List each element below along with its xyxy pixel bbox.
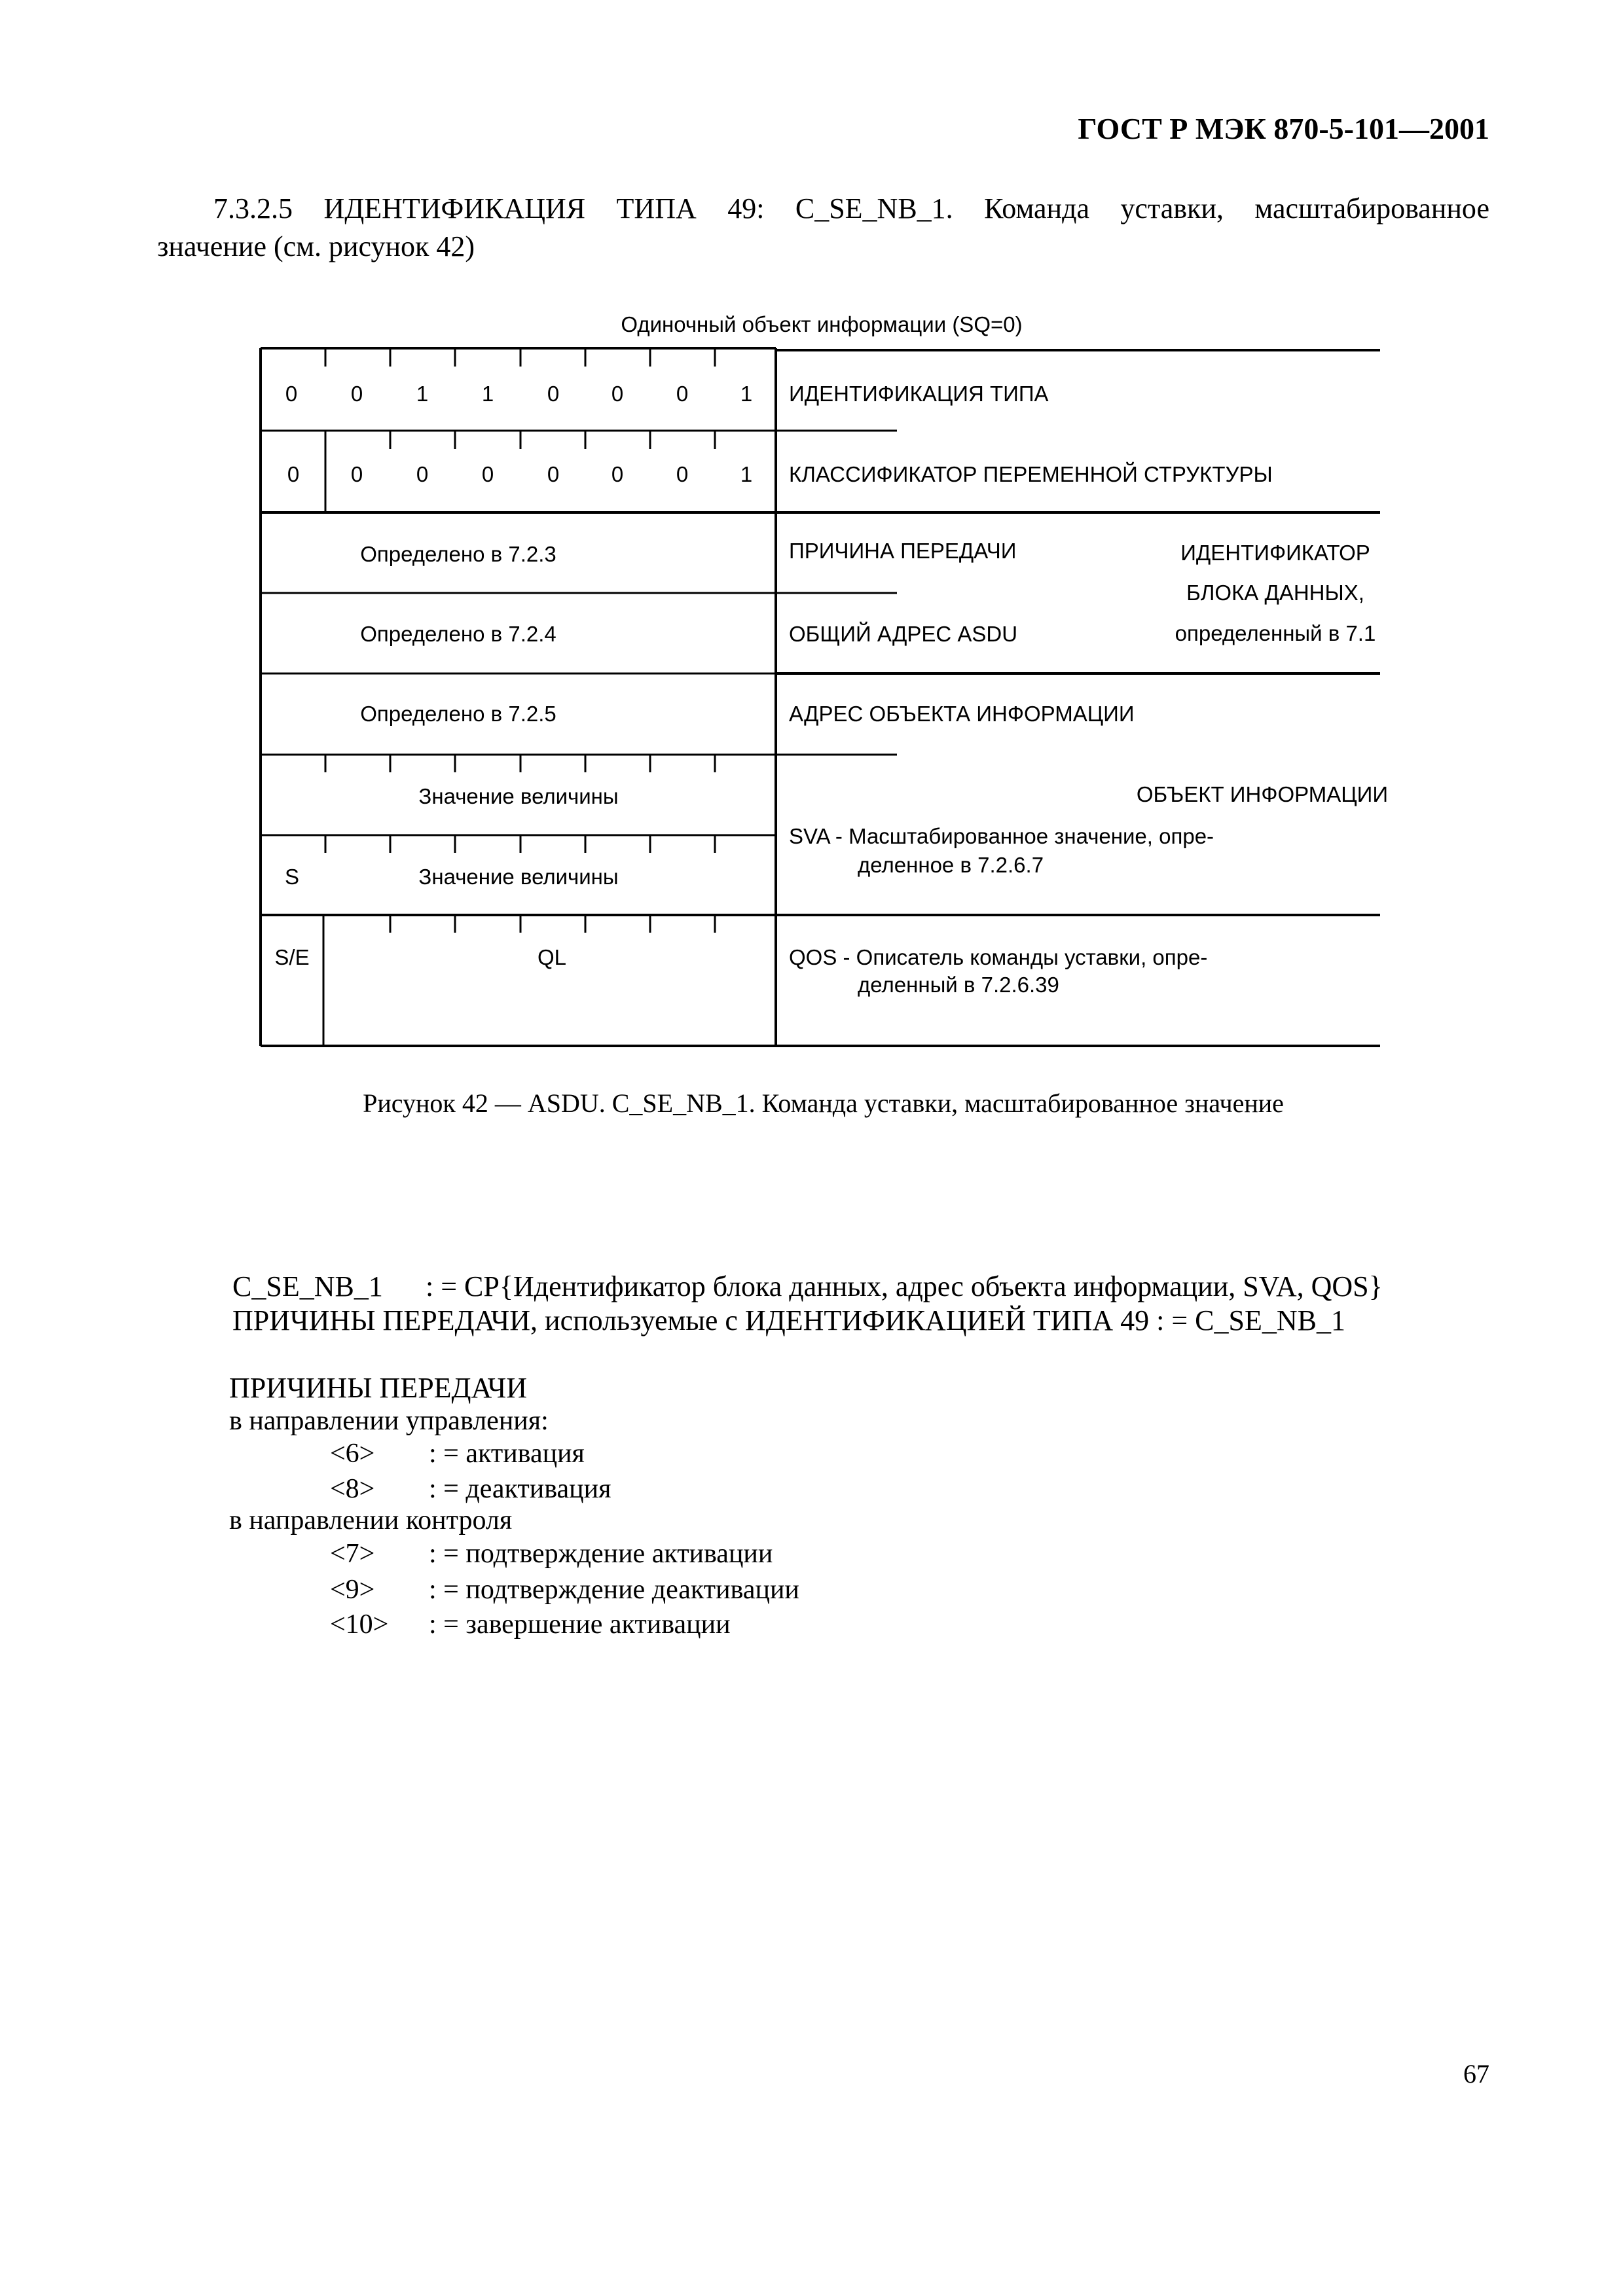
asdu-figure <box>0 0 1623 1113</box>
cot-cell: Определено в 7.2.3 <box>360 542 556 566</box>
duid-line-3: определенный в 7.1 <box>1175 621 1376 645</box>
value-cell-high: Значение величины <box>418 865 619 889</box>
intro-line-2: значение (см. рисунок 42) <box>157 230 475 262</box>
cot-usage-line: ПРИЧИНЫ ПЕРЕДАЧИ, используемые с ИДЕНТИФИКАЦИЕЙ ТИПА 49 : = C_SE_NB_1 <box>232 1304 1345 1336</box>
causes-title: ПРИЧИНЫ ПЕРЕДАЧИ <box>229 1372 528 1404</box>
definition-line <box>232 1270 1489 1306</box>
se-label: S/E <box>274 945 310 969</box>
vsq-bit-7: 0 <box>350 462 363 486</box>
vsq-bit-4: 0 <box>547 462 560 486</box>
type-id-bit-7: 0 <box>350 382 363 406</box>
type-id-bit-4: 0 <box>547 382 560 406</box>
sva-line-1: SVA - Масштабированное значение, опре- <box>789 824 1214 848</box>
cause-code: <10> <box>330 1609 389 1640</box>
cause-description: : = активация <box>429 1439 585 1469</box>
cause-description: : = подтверждение деактивации <box>429 1575 799 1605</box>
document-header: ГОСТ Р МЭК 870-5-101—2001 <box>1078 112 1489 145</box>
sva-line-2: деленное в 7.2.6.7 <box>858 853 1044 877</box>
vsq-bit-3: 0 <box>611 462 624 486</box>
ioa-label: АДРЕС ОБЪЕКТА ИНФОРМАЦИИ <box>789 702 1135 726</box>
asdu-address-cell: Определено в 7.2.4 <box>360 622 556 646</box>
intro-line-1: 7.3.2.5 ИДЕНТИФИКАЦИЯ ТИПА 49: C_SE_NB_1. Команда уставки, масштабированное <box>213 192 1489 224</box>
vsq-bit-2: 0 <box>676 462 689 486</box>
info-object-label: ОБЪЕКТ ИНФОРМАЦИИ <box>1136 782 1389 806</box>
value-cell-low: Значение величины <box>418 784 619 808</box>
qos-line-1: QOS - Описатель команды уставки, опре- <box>789 945 1208 969</box>
cause-description: : = подтверждение активации <box>429 1539 773 1569</box>
cause-code: <6> <box>330 1439 375 1469</box>
cause-code: <9> <box>330 1575 375 1605</box>
vsq-bit-sq: 0 <box>287 462 300 486</box>
cause-description: : = деактивация <box>429 1474 611 1504</box>
type-id-bit-6: 1 <box>416 382 429 406</box>
vsq-bit-5: 0 <box>481 462 494 486</box>
page-number: 67 <box>1463 2059 1489 2089</box>
monitor-direction-label: в направлении контроля <box>229 1505 513 1535</box>
type-id-bit-5: 1 <box>481 382 494 406</box>
type-id-label: ИДЕНТИФИКАЦИЯ ТИПА <box>789 382 1049 406</box>
cause-code: <7> <box>330 1539 375 1569</box>
definition-expression: : = CP{Идентификатор блока данных, адрес объекта информации, SVA, QOS} <box>426 1270 1383 1302</box>
asdu-diagram <box>0 0 1623 1113</box>
ql-label: QL <box>537 945 567 969</box>
type-id-bit-8: 0 <box>285 382 298 406</box>
sign-label: S <box>284 865 300 889</box>
ioa-cell: Определено в 7.2.5 <box>360 702 556 726</box>
cause-code: <8> <box>330 1474 375 1504</box>
figure-caption: Рисунок 42 — ASDU. C_SE_NB_1. Команда уставки, масштабированное значение <box>363 1088 1284 1118</box>
control-direction-label: в направлении управления: <box>229 1406 549 1436</box>
duid-line-2: БЛОКА ДАННЫХ, <box>1186 581 1364 605</box>
vsq-label: КЛАССИФИКАТОР ПЕРЕМЕННОЙ СТРУКТУРЫ <box>789 462 1273 486</box>
asdu-address-label: ОБЩИЙ АДРЕС ASDU <box>789 622 1018 646</box>
cause-description: : = завершение активации <box>429 1609 731 1640</box>
vsq-bit-1: 1 <box>740 462 753 486</box>
type-id-bit-2: 0 <box>676 382 689 406</box>
cot-label: ПРИЧИНА ПЕРЕДАЧИ <box>789 539 1017 563</box>
vsq-bit-6: 0 <box>416 462 429 486</box>
duid-line-1: ИДЕНТИФИКАТОР <box>1180 541 1370 565</box>
type-id-bit-1: 1 <box>740 382 753 406</box>
qos-line-2: деленный в 7.2.6.39 <box>858 973 1059 997</box>
type-id-bit-3: 0 <box>611 382 624 406</box>
definition-name: C_SE_NB_1 <box>232 1270 383 1302</box>
figure-title: Одиночный объект информации (SQ=0) <box>621 312 1023 336</box>
